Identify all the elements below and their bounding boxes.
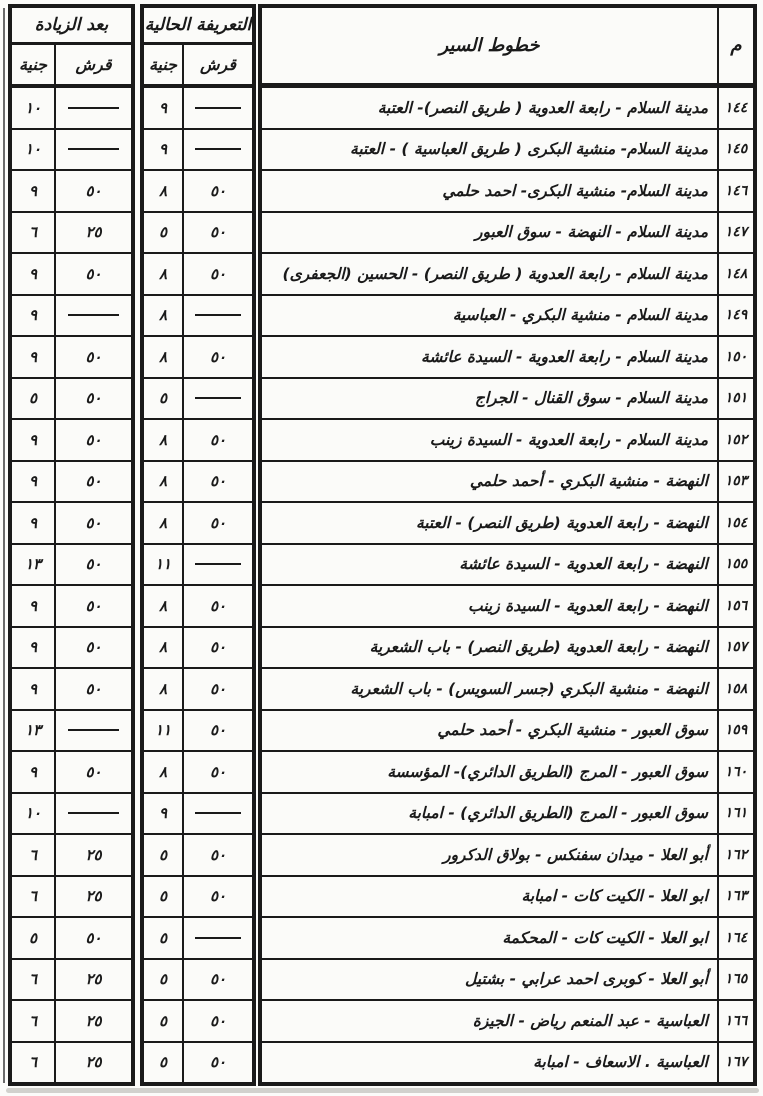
after-pounds-cell-١٥٤: ٩ <box>11 502 55 544</box>
current-piasters-cell-١٤٧: ٥٠ <box>183 212 253 254</box>
after-piasters-header: قرش <box>55 44 132 87</box>
current-piasters-cell-١٦٥: ٥٠ <box>183 959 253 1001</box>
after-piasters-cell-١٤٧: ٢٥ <box>55 212 132 254</box>
after-pounds-cell-١٤٥: ١٠ <box>11 129 55 171</box>
after-piasters-cell-١٥٤: ٥٠ <box>55 502 132 544</box>
after-pounds-cell-١٥٧: ٩ <box>11 627 55 669</box>
after-pounds-cell-١٤٦: ٩ <box>11 170 55 212</box>
dash-mark <box>68 148 119 150</box>
after-piasters-cell-١٤٩ <box>55 295 132 337</box>
route-cell-١٤٨: مدينة السلام - رابعة العدوية ( طريق النصر) - الحسين (الجعفرى) <box>261 253 718 295</box>
after-piasters-cell-١٥٧: ٥٠ <box>55 627 132 669</box>
after-increase-header: بعد الزيادة <box>11 7 132 44</box>
current-pounds-cell-١٦٤: ٥ <box>143 917 183 959</box>
route-cell-١٦٣: ابو العلا - الكيت كات - امبابة <box>261 876 718 918</box>
routes-table <box>258 4 757 1086</box>
after-pounds-cell-١٦٤: ٥ <box>11 917 55 959</box>
after-piasters-cell-١٦٠: ٥٠ <box>55 751 132 793</box>
serial-cell-١٥٢: ١٥٢ <box>718 419 754 461</box>
current-piasters-cell-١٦٣: ٥٠ <box>183 876 253 918</box>
dash-mark <box>68 729 119 731</box>
current-piasters-cell-١٦٧: ٥٠ <box>183 1042 253 1084</box>
route-cell-١٤٧: مدينة السلام - النهضة - سوق العبور <box>261 212 718 254</box>
tariff-table <box>8 4 757 1086</box>
after-pounds-cell-١٦٥: ٦ <box>11 959 55 1001</box>
after-piasters-cell-١٥٠: ٥٠ <box>55 336 132 378</box>
current-pounds-cell-١٦٧: ٥ <box>143 1042 183 1084</box>
after-pounds-cell-١٦٣: ٦ <box>11 876 55 918</box>
current-piasters-cell-١٦٢: ٥٠ <box>183 834 253 876</box>
current-pounds-cell-١٦٦: ٥ <box>143 1000 183 1042</box>
after-pounds-cell-١٦١: ١٠ <box>11 793 55 835</box>
current-pounds-cell-١٥٧: ٨ <box>143 627 183 669</box>
route-cell-١٥٤: النهضة - رابعة العدوية (طريق النصر) - العتبة <box>261 502 718 544</box>
after-pounds-cell-١٦٦: ٦ <box>11 1000 55 1042</box>
scan-edge-line <box>3 8 5 1083</box>
current-pounds-cell-١٦٥: ٥ <box>143 959 183 1001</box>
serial-cell-١٦٣: ١٦٣ <box>718 876 754 918</box>
current-pounds-cell-١٤٩: ٨ <box>143 295 183 337</box>
after-pounds-cell-١٥١: ٥ <box>11 378 55 420</box>
after-piasters-cell-١٤٨: ٥٠ <box>55 253 132 295</box>
after-piasters-cell-١٤٤ <box>55 87 132 129</box>
after-piasters-cell-١٦٧: ٢٥ <box>55 1042 132 1084</box>
route-cell-١٦٤: ابو العلا - الكيت كات - المحكمة <box>261 917 718 959</box>
serial-cell-١٤٤: ١٤٤ <box>718 87 754 129</box>
after-piasters-cell-١٥١: ٥٠ <box>55 378 132 420</box>
routes-header: خطوط السير <box>261 7 718 87</box>
route-cell-١٦١: سوق العبور - المرج (الطريق الدائري) - امبابة <box>261 793 718 835</box>
after-piasters-cell-١٥٨: ٥٠ <box>55 668 132 710</box>
dash-mark <box>195 937 241 939</box>
current-piasters-cell-١٥٦: ٥٠ <box>183 585 253 627</box>
serial-cell-١٦٥: ١٦٥ <box>718 959 754 1001</box>
current-pounds-cell-١٤٥: ٩ <box>143 129 183 171</box>
serial-cell-١٥٠: ١٥٠ <box>718 336 754 378</box>
serial-cell-١٦٤: ١٦٤ <box>718 917 754 959</box>
after-piasters-cell-١٤٥ <box>55 129 132 171</box>
dash-mark <box>68 812 119 814</box>
after-pounds-cell-١٥٢: ٩ <box>11 419 55 461</box>
dash-mark <box>68 314 119 316</box>
dash-mark <box>195 812 241 814</box>
dash-mark <box>195 563 241 565</box>
route-cell-١٤٦: مدينة السلام- منشية البكرى- احمد حلمي <box>261 170 718 212</box>
route-cell-١٤٩: مدينة السلام - منشية البكري - العباسية <box>261 295 718 337</box>
current-piasters-cell-١٥٨: ٥٠ <box>183 668 253 710</box>
serial-cell-١٤٦: ١٤٦ <box>718 170 754 212</box>
current-pounds-cell-١٤٤: ٩ <box>143 87 183 129</box>
current-pounds-cell-١٤٧: ٥ <box>143 212 183 254</box>
current-pounds-cell-١٥٥: ١١ <box>143 544 183 586</box>
serial-cell-١٥٤: ١٥٤ <box>718 502 754 544</box>
current-pounds-cell-١٥٠: ٨ <box>143 336 183 378</box>
after-pounds-header: جنية <box>11 44 55 87</box>
current-piasters-cell-١٥٧: ٥٠ <box>183 627 253 669</box>
current-piasters-cell-١٦١ <box>183 793 253 835</box>
serial-header: م <box>718 7 754 87</box>
after-pounds-cell-١٤٤: ١٠ <box>11 87 55 129</box>
current-piasters-cell-١٤٩ <box>183 295 253 337</box>
current-piasters-cell-١٥٤: ٥٠ <box>183 502 253 544</box>
after-piasters-cell-١٦٣: ٢٥ <box>55 876 132 918</box>
after-pounds-cell-١٦٠: ٩ <box>11 751 55 793</box>
dash-mark <box>195 314 241 316</box>
after-piasters-cell-١٥٦: ٥٠ <box>55 585 132 627</box>
current-pounds-cell-١٥١: ٥ <box>143 378 183 420</box>
after-pounds-cell-١٥٦: ٩ <box>11 585 55 627</box>
serial-cell-١٥٨: ١٥٨ <box>718 668 754 710</box>
current-piasters-cell-١٤٨: ٥٠ <box>183 253 253 295</box>
route-cell-١٥٧: النهضة - رابعة العدوية (طريق النصر) - باب الشعرية <box>261 627 718 669</box>
current-pounds-cell-١٤٨: ٨ <box>143 253 183 295</box>
current-tariff-table <box>140 4 256 1086</box>
scan-shadow-strip <box>6 1088 759 1093</box>
after-pounds-cell-١٥٩: ١٣ <box>11 710 55 752</box>
route-cell-١٦٥: أبو العلا - كوبرى احمد عرابي - بشتيل <box>261 959 718 1001</box>
route-cell-١٥٢: مدينة السلام - رابعة العدوية - السيدة زينب <box>261 419 718 461</box>
current-piasters-cell-١٤٥ <box>183 129 253 171</box>
current-piasters-cell-١٦٠: ٥٠ <box>183 751 253 793</box>
serial-cell-١٦٢: ١٦٢ <box>718 834 754 876</box>
serial-cell-١٥٥: ١٥٥ <box>718 544 754 586</box>
route-cell-١٥٠: مدينة السلام - رابعة العدوية - السيدة عائشة <box>261 336 718 378</box>
dash-mark <box>68 107 119 109</box>
after-piasters-cell-١٥٣: ٥٠ <box>55 461 132 503</box>
serial-cell-١٥٣: ١٥٣ <box>718 461 754 503</box>
current-piasters-cell-١٥٠: ٥٠ <box>183 336 253 378</box>
current-pounds-header: جنية <box>143 44 183 87</box>
serial-cell-١٦١: ١٦١ <box>718 793 754 835</box>
serial-cell-١٥١: ١٥١ <box>718 378 754 420</box>
current-piasters-cell-١٤٦: ٥٠ <box>183 170 253 212</box>
current-pounds-cell-١٥٦: ٨ <box>143 585 183 627</box>
serial-cell-١٥٦: ١٥٦ <box>718 585 754 627</box>
after-increase-table <box>8 4 135 1086</box>
current-piasters-cell-١٥٢: ٥٠ <box>183 419 253 461</box>
current-piasters-cell-١٤٤ <box>183 87 253 129</box>
route-cell-١٦٧: العباسية . الاسعاف - امبابة <box>261 1042 718 1084</box>
after-pounds-cell-١٥٣: ٩ <box>11 461 55 503</box>
current-piasters-cell-١٥٥ <box>183 544 253 586</box>
after-piasters-cell-١٥٥: ٥٠ <box>55 544 132 586</box>
route-cell-١٥٩: سوق العبور - منشية البكري - أحمد حلمي <box>261 710 718 752</box>
after-pounds-cell-١٥٥: ١٣ <box>11 544 55 586</box>
after-pounds-cell-١٤٧: ٦ <box>11 212 55 254</box>
current-pounds-cell-١٦٢: ٥ <box>143 834 183 876</box>
serial-cell-١٥٩: ١٥٩ <box>718 710 754 752</box>
dash-mark <box>195 107 241 109</box>
route-cell-١٤٥: مدينة السلام- منشية البكرى ( طريق العباسية ) - العتبة <box>261 129 718 171</box>
route-cell-١٦٢: أبو العلا - ميدان سفنكس - بولاق الدكرور <box>261 834 718 876</box>
serial-cell-١٤٨: ١٤٨ <box>718 253 754 295</box>
serial-cell-١٤٧: ١٤٧ <box>718 212 754 254</box>
current-piasters-cell-١٥٩: ٥٠ <box>183 710 253 752</box>
current-pounds-cell-١٦٣: ٥ <box>143 876 183 918</box>
route-cell-١٥٥: النهضة - رابعة العدوية - السيدة عائشة <box>261 544 718 586</box>
after-piasters-cell-١٥٩ <box>55 710 132 752</box>
route-cell-١٦٦: العباسية - عبد المنعم رياض - الجيزة <box>261 1000 718 1042</box>
current-piasters-header: قرش <box>183 44 253 87</box>
after-pounds-cell-١٥٨: ٩ <box>11 668 55 710</box>
serial-cell-١٤٥: ١٤٥ <box>718 129 754 171</box>
after-piasters-cell-١٦٥: ٢٥ <box>55 959 132 1001</box>
current-pounds-cell-١٦١: ٩ <box>143 793 183 835</box>
serial-cell-١٦٧: ١٦٧ <box>718 1042 754 1084</box>
serial-cell-١٦٦: ١٦٦ <box>718 1000 754 1042</box>
serial-cell-١٤٩: ١٤٩ <box>718 295 754 337</box>
route-cell-١٥١: مدينة السلام - سوق القنال - الجراج <box>261 378 718 420</box>
after-piasters-cell-١٦٤: ٥٠ <box>55 917 132 959</box>
after-piasters-cell-١٦٦: ٢٥ <box>55 1000 132 1042</box>
serial-cell-١٥٧: ١٥٧ <box>718 627 754 669</box>
after-pounds-cell-١٦٧: ٦ <box>11 1042 55 1084</box>
route-cell-١٥٨: النهضة - منشية البكري (جسر السويس) - باب الشعرية <box>261 668 718 710</box>
serial-cell-١٦٠: ١٦٠ <box>718 751 754 793</box>
after-piasters-cell-١٤٦: ٥٠ <box>55 170 132 212</box>
current-pounds-cell-١٤٦: ٨ <box>143 170 183 212</box>
route-cell-١٤٤: مدينة السلام - رابعة العدوية ( طريق النصر)- العتبة <box>261 87 718 129</box>
route-cell-١٥٣: النهضة - منشية البكري - أحمد حلمي <box>261 461 718 503</box>
after-piasters-cell-١٦٢: ٢٥ <box>55 834 132 876</box>
current-pounds-cell-١٥٩: ١١ <box>143 710 183 752</box>
after-pounds-cell-١٤٩: ٩ <box>11 295 55 337</box>
current-pounds-cell-١٥٨: ٨ <box>143 668 183 710</box>
route-cell-١٦٠: سوق العبور - المرج (الطريق الدائري)- المؤسسة <box>261 751 718 793</box>
current-piasters-cell-١٦٤ <box>183 917 253 959</box>
after-piasters-cell-١٦١ <box>55 793 132 835</box>
after-piasters-cell-١٥٢: ٥٠ <box>55 419 132 461</box>
after-pounds-cell-١٤٨: ٩ <box>11 253 55 295</box>
current-piasters-cell-١٥١ <box>183 378 253 420</box>
route-cell-١٥٦: النهضة - رابعة العدوية - السيدة زينب <box>261 585 718 627</box>
current-piasters-cell-١٥٣: ٥٠ <box>183 461 253 503</box>
current-piasters-cell-١٦٦: ٥٠ <box>183 1000 253 1042</box>
after-pounds-cell-١٥٠: ٩ <box>11 336 55 378</box>
dash-mark <box>195 397 241 399</box>
dash-mark <box>195 148 241 150</box>
current-tariff-header: التعريفة الحالية <box>143 7 253 44</box>
current-pounds-cell-١٥٤: ٨ <box>143 502 183 544</box>
current-pounds-cell-١٦٠: ٨ <box>143 751 183 793</box>
current-pounds-cell-١٥٢: ٨ <box>143 419 183 461</box>
after-pounds-cell-١٦٢: ٦ <box>11 834 55 876</box>
current-pounds-cell-١٥٣: ٨ <box>143 461 183 503</box>
